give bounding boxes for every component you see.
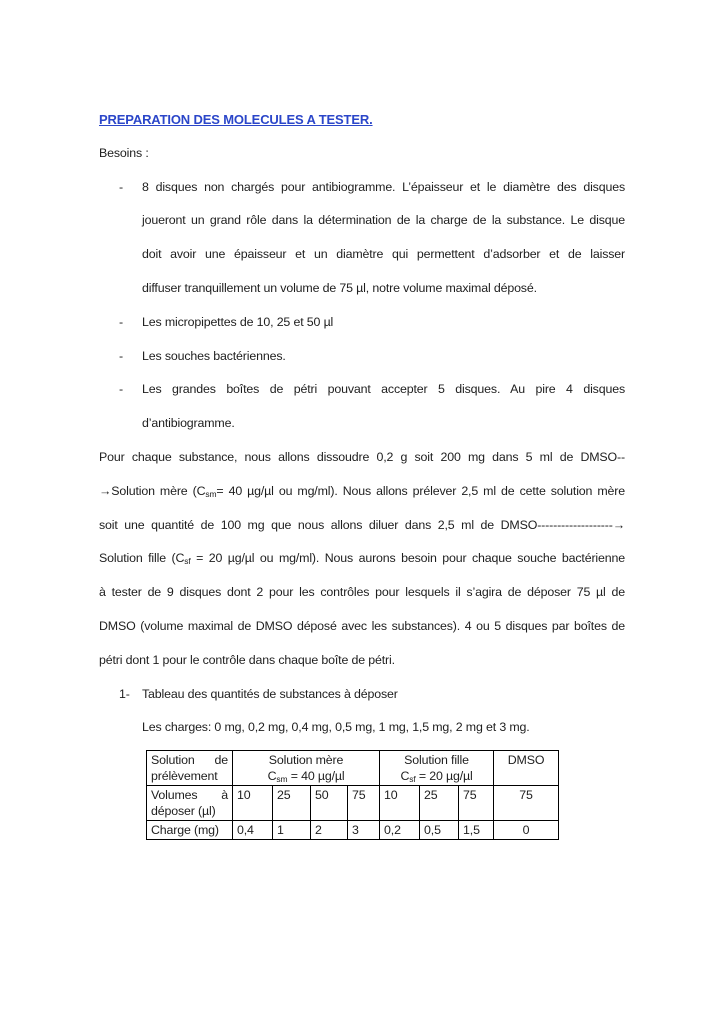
volume-cell: 10 — [233, 786, 273, 821]
bullet-item — [99, 306, 625, 340]
bullet-item — [99, 373, 625, 441]
table-header-row — [147, 751, 559, 786]
paragraph-line: pétri dont 1 pour le contrôle dans chaque boîte de pétri. — [99, 652, 395, 667]
paragraph-line: →Solution mère ($C_{sm}= 40$ µg/µl ou mg/ml). Nous allons prélever 2,5 ml de cette solution mère — [99, 483, 625, 499]
bullet-dash: - — [119, 382, 123, 397]
besoins-label: Besoins : — [99, 145, 149, 160]
bullet-line: diffuser tranquillement un volume de 75 µl, notre volume maximal déposé. — [142, 280, 537, 295]
charge-cell: 3 — [348, 821, 380, 840]
bullet-line: d’antibiogramme. — [142, 416, 235, 431]
subscript-sm: sm — [205, 488, 217, 499]
bullet-line: Les micropipettes de 10, 25 et 50 µl — [142, 314, 334, 329]
bullet-dash: - — [119, 314, 123, 329]
bullet-line: 8 disques non chargés pour antibiogramme. L’épaisseur et le diamètre des disques — [142, 179, 625, 194]
bullet-dash: - — [119, 179, 123, 194]
charges-line-wrap — [99, 711, 625, 745]
paragraph-line: DMSO (volume maximal de DMSO déposé avec les substances). 4 ou 5 disques par boîtes de — [99, 618, 625, 633]
volume-cell: 75 — [459, 786, 494, 821]
charge-cell: 1,5 — [459, 821, 494, 840]
row-label-charge: Charge (mg) — [147, 821, 233, 840]
charge-cell: 0,5 — [420, 821, 459, 840]
subscript-sm: sm — [276, 774, 288, 785]
header-cell-prelevement: Solution de prélèvement — [147, 751, 233, 786]
table-row-charge — [147, 821, 559, 840]
bullet-line: Les souches bactériennes. — [142, 348, 286, 363]
bullet-item — [99, 340, 625, 374]
paragraph-line: Solution fille ($C_{sf} = 20$ µg/µl ou mg/ml). Nous aurons besoin pour chaque souche bactérienne — [99, 551, 625, 567]
volume-cell: 25 — [420, 786, 459, 821]
volume-cell: 75 — [348, 786, 380, 821]
volume-cell: 50 — [311, 786, 348, 821]
bullet-line: Les grandes boîtes de pétri pouvant accepter 5 disques. Au pire 4 disques — [142, 382, 625, 397]
bullet-dash: - — [119, 348, 123, 363]
paragraph-line: Pour chaque substance, nous allons dissoudre 0,2 g soit 200 mg dans 5 ml de DMSO-- — [99, 449, 625, 464]
paragraph-line: soit une quantité de 100 mg que nous allons diluer dans 2,5 ml de DMSO-------------------→ — [99, 517, 625, 532]
right-arrow-icon: → — [612, 517, 625, 532]
right-arrow-icon: → — [99, 483, 112, 498]
charge-cell: 1 — [273, 821, 311, 840]
charge-cell: 2 — [311, 821, 348, 840]
charges-line: Les charges: 0 mg, 0,2 mg, 0,4 mg, 0,5 mg, 1 mg, 1,5 mg, 2 mg et 3 mg. — [142, 720, 530, 735]
header-cell-solution-mere: Solution mère $C_{sm} = 40$ µg/µl — [233, 751, 380, 786]
quantities-table — [146, 750, 559, 840]
section-heading-text: Tableau des quantités de substances à déposer — [142, 686, 398, 701]
page-title: PREPARATION DES MOLECULES A TESTER. — [99, 112, 373, 127]
header-cell-solution-fille: Solution fille $C_{sf} = 20$ µg/µl — [380, 751, 494, 786]
row-label-volumes: Volumes à déposer (µl) — [147, 786, 233, 821]
paragraph-line: à tester de 9 disques dont 2 pour les contrôles pour lesquels il s’agira de déposer 75 µl de — [99, 585, 625, 600]
charge-cell-dmso: 0 — [494, 821, 559, 840]
document-content — [99, 103, 625, 840]
charge-cell: 0,2 — [380, 821, 420, 840]
bullet-line: joueront un grand rôle dans la détermination de la charge de la substance. Le disque — [142, 213, 625, 228]
charge-cell: 0,4 — [233, 821, 273, 840]
table-row-volumes — [147, 786, 559, 821]
main-paragraph — [99, 441, 625, 678]
bullet-line: doit avoir une épaisseur et un diamètre qui permettent d’adsorber et de laisser — [142, 247, 625, 262]
bullet-item — [99, 171, 625, 306]
subscript-sf: sf — [409, 774, 416, 785]
volume-cell: 10 — [380, 786, 420, 821]
volume-cell-dmso: 75 — [494, 786, 559, 821]
subscript-sf: sf — [184, 556, 191, 567]
header-cell-dmso: DMSO — [494, 751, 559, 786]
section-number: 1- — [119, 686, 130, 701]
volume-cell: 25 — [273, 786, 311, 821]
section-heading — [99, 678, 625, 712]
